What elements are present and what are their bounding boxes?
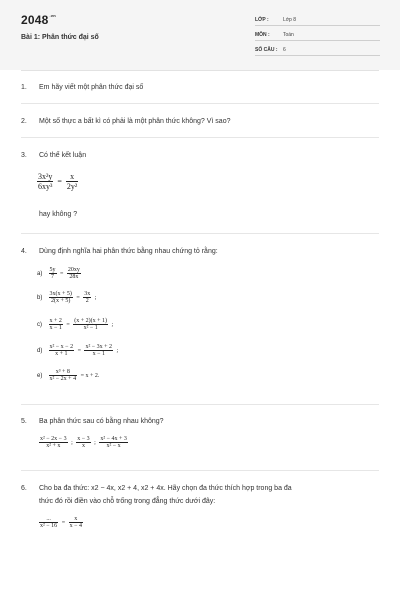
fraction (83, 291, 91, 304)
lesson-title: Bài 1: Phân thức đại số (21, 34, 99, 41)
fraction (49, 291, 73, 304)
denominator: 6xy³ (38, 182, 53, 191)
numerator-blank[interactable]: ... (46, 516, 51, 522)
question-number: 5. (21, 418, 27, 425)
q4-item-b (37, 291, 98, 304)
denominator: x² + x (39, 442, 68, 449)
q3-equation (37, 172, 78, 191)
question-text: Em hãy viết một phân thức đại số (39, 84, 144, 91)
fraction (99, 436, 128, 449)
item-label: b) (37, 294, 43, 301)
numerator: 20xy (67, 267, 80, 273)
equals-sign: = (61, 519, 66, 526)
meta-class-row (255, 14, 380, 26)
meta-subject-key: MÔN : (255, 32, 270, 38)
numerator: x (74, 516, 78, 522)
numerator: 5y (49, 267, 56, 273)
question-number: 3. (21, 152, 27, 159)
semicolon: ; (111, 321, 114, 328)
question-text: Ba phân thức sau có bằng nhau không? (39, 418, 164, 425)
semicolon: ; (116, 347, 119, 354)
fraction (66, 172, 78, 191)
numerator: x (70, 172, 75, 181)
denominator: x² − 2x + 4 (49, 376, 77, 382)
question-number: 4. (21, 248, 27, 255)
question-text: Một số thực a bất kì có phải là một phân thức không? Vì sao? (39, 118, 231, 125)
numerator: x³ + 8 (55, 369, 70, 375)
question-number: 2. (21, 118, 27, 125)
item-label: e) (37, 372, 43, 379)
denominator: 2y² (66, 182, 78, 191)
q4-item-a (37, 267, 81, 280)
denominator: x² − 1 (73, 324, 108, 331)
fraction (39, 436, 68, 449)
denominator: 2 (83, 297, 91, 304)
q5-fractions (39, 436, 128, 449)
q4-item-e (37, 369, 101, 382)
numerator: x + 2 (49, 318, 62, 324)
q3-tail (39, 211, 77, 218)
header (0, 0, 400, 70)
meta-class-key: LỚP : (255, 17, 269, 23)
fraction (49, 318, 63, 331)
denominator: x² − 16 (40, 523, 58, 529)
meta-count-value: 6 (283, 47, 286, 53)
denominator: x − 1 (84, 350, 113, 357)
numerator: x² − 2x − 3 (40, 436, 67, 442)
item-label: c) (37, 321, 42, 328)
right-hand-side: = x + 2. (80, 372, 100, 379)
fraction (69, 516, 83, 529)
numerator: 3x (84, 291, 91, 297)
equals-sign: = (57, 177, 62, 186)
q6-equation (39, 516, 83, 529)
fraction (67, 267, 81, 280)
meta-count-row (255, 44, 380, 56)
question-text-line-1: Cho ba đa thức: x2 − 4x, x2 + 4, x2 + 4x. Hãy chọn đa thức thích hợp trong ba đa (39, 485, 292, 492)
meta-subject-value: Toán (283, 32, 294, 38)
question-text: Dùng định nghĩa hai phân thức bằng nhau chứng tỏ rằng: (39, 248, 218, 255)
separator (21, 103, 379, 104)
denominator: x − 4 (69, 523, 82, 529)
fraction (37, 172, 53, 191)
numerator: 3x²y (38, 172, 53, 181)
equals-sign: = (76, 294, 80, 301)
denominator: x² − x (99, 442, 128, 449)
logo-text: 2048 (21, 13, 49, 27)
fraction (73, 318, 108, 331)
separator (21, 470, 379, 471)
denominator: x + 1 (49, 350, 75, 357)
fraction (84, 344, 113, 357)
fraction (49, 344, 75, 357)
meta-count-key: SỐ CÂU : (255, 47, 278, 53)
q4-item-c (37, 318, 115, 331)
meta-subject-row (255, 29, 380, 41)
semicolon: ; (94, 294, 97, 301)
meta-class-value: Lớp 8 (283, 17, 297, 23)
denominator: 2(x + 5) (49, 297, 73, 304)
numerator: x² − 4x + 3 (100, 436, 127, 442)
denominator: x − 1 (49, 325, 62, 331)
item-label: d) (37, 347, 43, 354)
equals-sign: = (77, 347, 81, 354)
numerator: x² − x − 2 (49, 344, 74, 350)
denominator: 7 (49, 273, 57, 280)
logo-suffix: .vn (49, 13, 56, 18)
denominator: x (76, 442, 90, 449)
item-label: a) (37, 270, 43, 277)
denominator: 28x (67, 273, 81, 280)
semicolon: ; (94, 439, 96, 446)
semicolon: ; (71, 439, 73, 446)
question-6-line-2 (39, 498, 215, 505)
separator (21, 404, 379, 405)
equals-sign: = (66, 321, 70, 328)
separator (21, 137, 379, 138)
equals-sign: = (60, 270, 64, 277)
question-text: Có thể kết luận (39, 152, 87, 159)
question-text-line-2: thức đó rồi điền vào chỗ trống trong đẳng thức dưới đây: (39, 498, 216, 505)
question-number: 6. (21, 485, 27, 492)
numerator: x − 3 (77, 436, 90, 442)
numerator: (x + 2)(x + 1) (74, 318, 108, 324)
fraction (49, 369, 78, 382)
fraction (49, 267, 57, 280)
fraction (76, 436, 90, 449)
question-number: 1. (21, 84, 27, 91)
header-divider (21, 70, 379, 71)
fraction-blank[interactable] (39, 516, 58, 529)
question-tail-text: hay không ? (39, 211, 78, 218)
logo[interactable] (21, 13, 56, 27)
separator (21, 233, 379, 234)
q4-item-d (37, 344, 120, 357)
numerator: x² − 3x + 2 (85, 344, 113, 350)
numerator: 3x(x + 5) (49, 291, 72, 297)
